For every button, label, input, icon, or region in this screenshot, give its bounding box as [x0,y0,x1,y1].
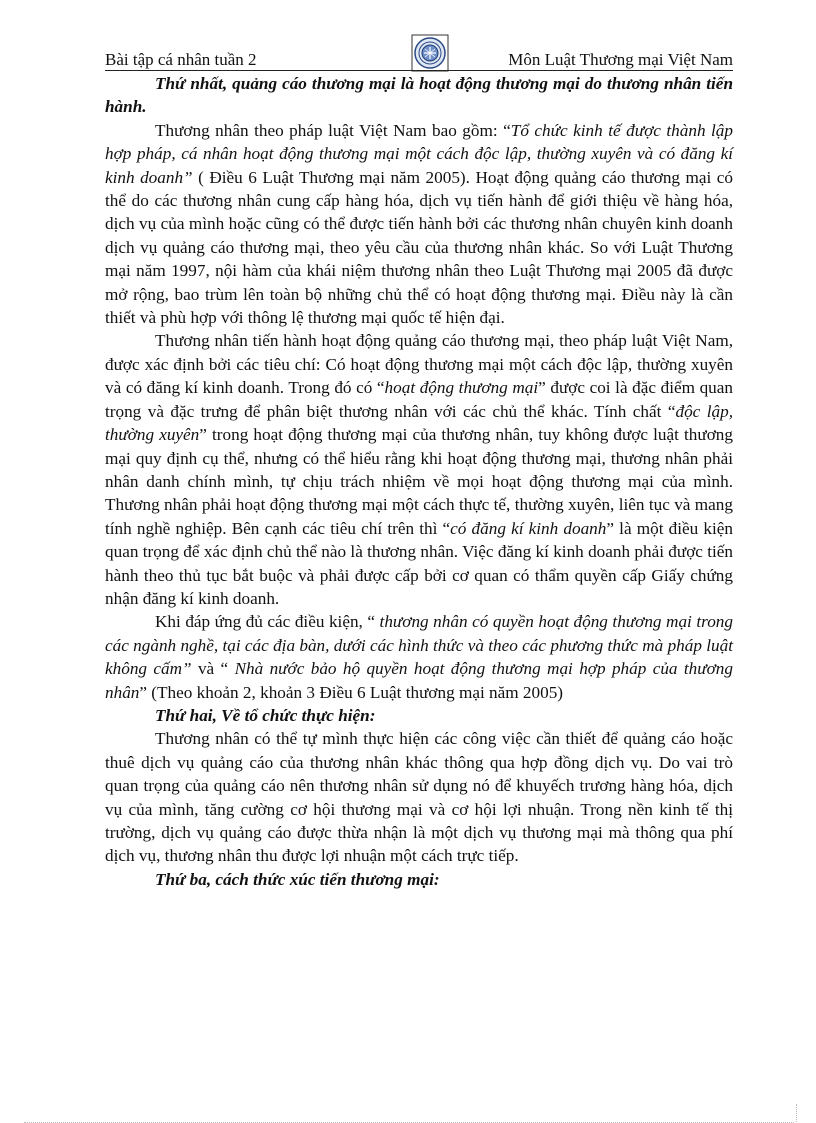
paragraph-organization: Thương nhân có thể tự mình thực hiện các công việc cần thiết để quảng cáo hoặc thuê dịch vụ quảng cáo của thương nhân khác thông qua hợp đồng dịch vụ. Do vai trò quan trọng của quảng cáo nên thương nhân sử dụng nó để khuyếch trương hàng hóa, dịch vụ của mình, tăng cường cơ hội thương mại và cơ hội lợi nhuận. Trong nền kinh tế thị trường, dịch vụ quảng cáo được thừa nhận là một dịch vụ thương mại mà thông qua phí dịch vụ, thương nhân thu được lợi nhuận một cách trực tiếp. [105,729,733,866]
university-seal-icon [411,34,449,72]
document-body [105,72,733,891]
page-corner-border [796,1104,797,1122]
header-subject-label: Môn Luật Thương mại Việt Nam [508,50,733,69]
paragraph-heading-first: Thứ nhất, quảng cáo thương mại là hoạt động thương mại do thương nhân tiến hành. [105,74,733,117]
paragraph-trader-rights: Khi đáp ứng đủ các điều kiện, “ thương nhân có quyền hoạt động thương mại trong các ngành nghề, tại các địa bàn, dưới các hình thức và theo các phương thức mà pháp luật không cấm” và “ Nhà nước bảo hộ quyền hoạt động thương mại hợp pháp của thương nhân” (Theo khoản 2, khoản 3 Điều 6 Luật thương mại năm 2005) [105,612,733,702]
page-header [105,34,733,70]
paragraph-trader-definition: Thương nhân theo pháp luật Việt Nam bao gồm: “Tổ chức kinh tế được thành lập hợp pháp, cá nhân hoạt động thương mại một cách độc lập, thường xuyên và có đăng kí kinh doanh” ( Điều 6 Luật Thương mại năm 2005). Hoạt động quảng cáo thương mại có thể do các thương nhân cung cấp hàng hóa, dịch vụ tiến hành để giới thiệu về hàng hóa, dịch vụ của mình hoặc cũng có thể được tiến hành bởi các thương nhân chuyên kinh doanh dịch vụ quảng cáo thương mại, theo yêu cầu của thương nhân khác. So với Luật Thương mại năm 1997, nội hàm của khái niệm thương nhân theo Luật Thương mại 2005 đã được mở rộng, bao trùm lên toàn bộ những chủ thể có hoạt động thương mại. Điều này là cần thiết và phù hợp với thông lệ thương mại quốc tế hiện đại. [105,120,734,328]
header-course-label: Bài tập cá nhân tuần 2 [105,50,257,69]
paragraph-trader-criteria: Thương nhân tiến hành hoạt động quảng cáo thương mại, theo pháp luật Việt Nam, được xác định bởi các tiêu chí: Có hoạt động thương mại một cách độc lập, thường xuyên và có đăng kí kinh doanh. Trong đó có “hoạt động thương mại” được coi là đặc điểm quan trọng và đặc trưng để phân biệt thương nhân với các chủ thể khác. Tính chất “độc lập, thường xuyên” trong hoạt động thương mại của thương nhân, tuy không được luật thương mại quy định cụ thể, nhưng có thể hiểu rằng khi hoạt động thương mại, thương nhân phải nhân danh chính mình, tự chịu trách nhiệm về mọi hoạt động thương mại của mình. Thương nhân phải hoạt động thương mại một cách thực tế, thường xuyên, liên tục và mang tính nghề nghiệp. Bên cạnh các tiêu chí trên thì “có đăng kí kinh doanh” là một điều kiện quan trọng để xác định chủ thể nào là thương nhân. Việc đăng kí kinh doanh phải được tiến hành theo thủ tục bắt buộc và phải được cấp bởi cơ quan có thẩm quyền cấp Giấy chứng nhận đăng kí kinh doanh. [105,331,734,608]
header-divider [105,70,733,71]
paragraph-heading-third: Thứ ba, cách thức xúc tiến thương mại: [155,869,440,889]
paragraph-heading-second: Thứ hai, Về tổ chức thực hiện: [155,705,376,725]
